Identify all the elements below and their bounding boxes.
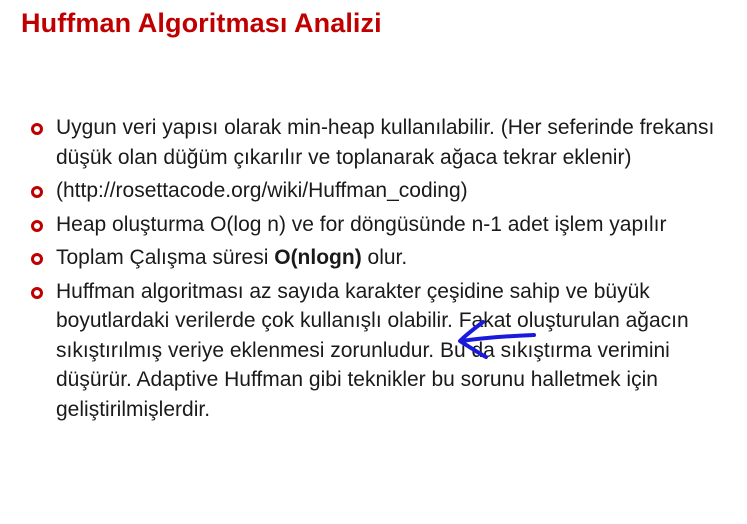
bullet-item-link	[30, 176, 730, 206]
bullet-text-after: olur.	[361, 246, 408, 269]
bullet-item-heap-complexity	[30, 210, 730, 240]
runtime-complexity: O(nlogn)	[274, 246, 362, 269]
bullet-item-min-heap	[30, 113, 730, 172]
bullet-marker-icon	[31, 186, 43, 198]
bullet-text: Heap oluşturma O(log n) ve for döngüsünde n-1 adet işlem yapılır	[56, 212, 667, 236]
arrow-shaft	[461, 335, 534, 341]
bullet-text-before: Toplam Çalışma süresi	[56, 246, 275, 269]
bullet-marker-icon	[31, 123, 43, 135]
bullet-item-total-runtime	[30, 243, 730, 273]
bullet-marker-icon	[31, 253, 43, 265]
reference-link-text: (http://rosettacode.org/wiki/Huffman_coding)	[56, 179, 468, 202]
hand-drawn-arrow-icon	[455, 316, 537, 360]
slide-title: Huffman Algoritması Analizi	[21, 8, 382, 38]
bullet-marker-icon	[31, 287, 43, 299]
bullet-item-usage-notes	[30, 277, 730, 425]
bullet-marker-icon	[31, 220, 43, 232]
bullet-list	[30, 113, 730, 428]
bullet-text: Uygun veri yapısı olarak min-heap kullanılabilir. (Her seferinde frekansı düşük olan düğüm çıkarılır ve toplanarak ağaca tekrar eklenir)	[56, 116, 715, 169]
bullet-text: Huffman algoritması az sayıda karakter çeşidine sahip ve büyük boyutlardaki verilerde çok kullanışlı olabilir. Fakat oluşturulan ağacın sıkıştırılmış veriye eklenmesi zorunludur. Bu da sıkıştırma verimini düşürür. Adaptive Huffman gibi teknikler bu sorunu halletmek için geliştirilmişlerdir.	[56, 279, 689, 421]
